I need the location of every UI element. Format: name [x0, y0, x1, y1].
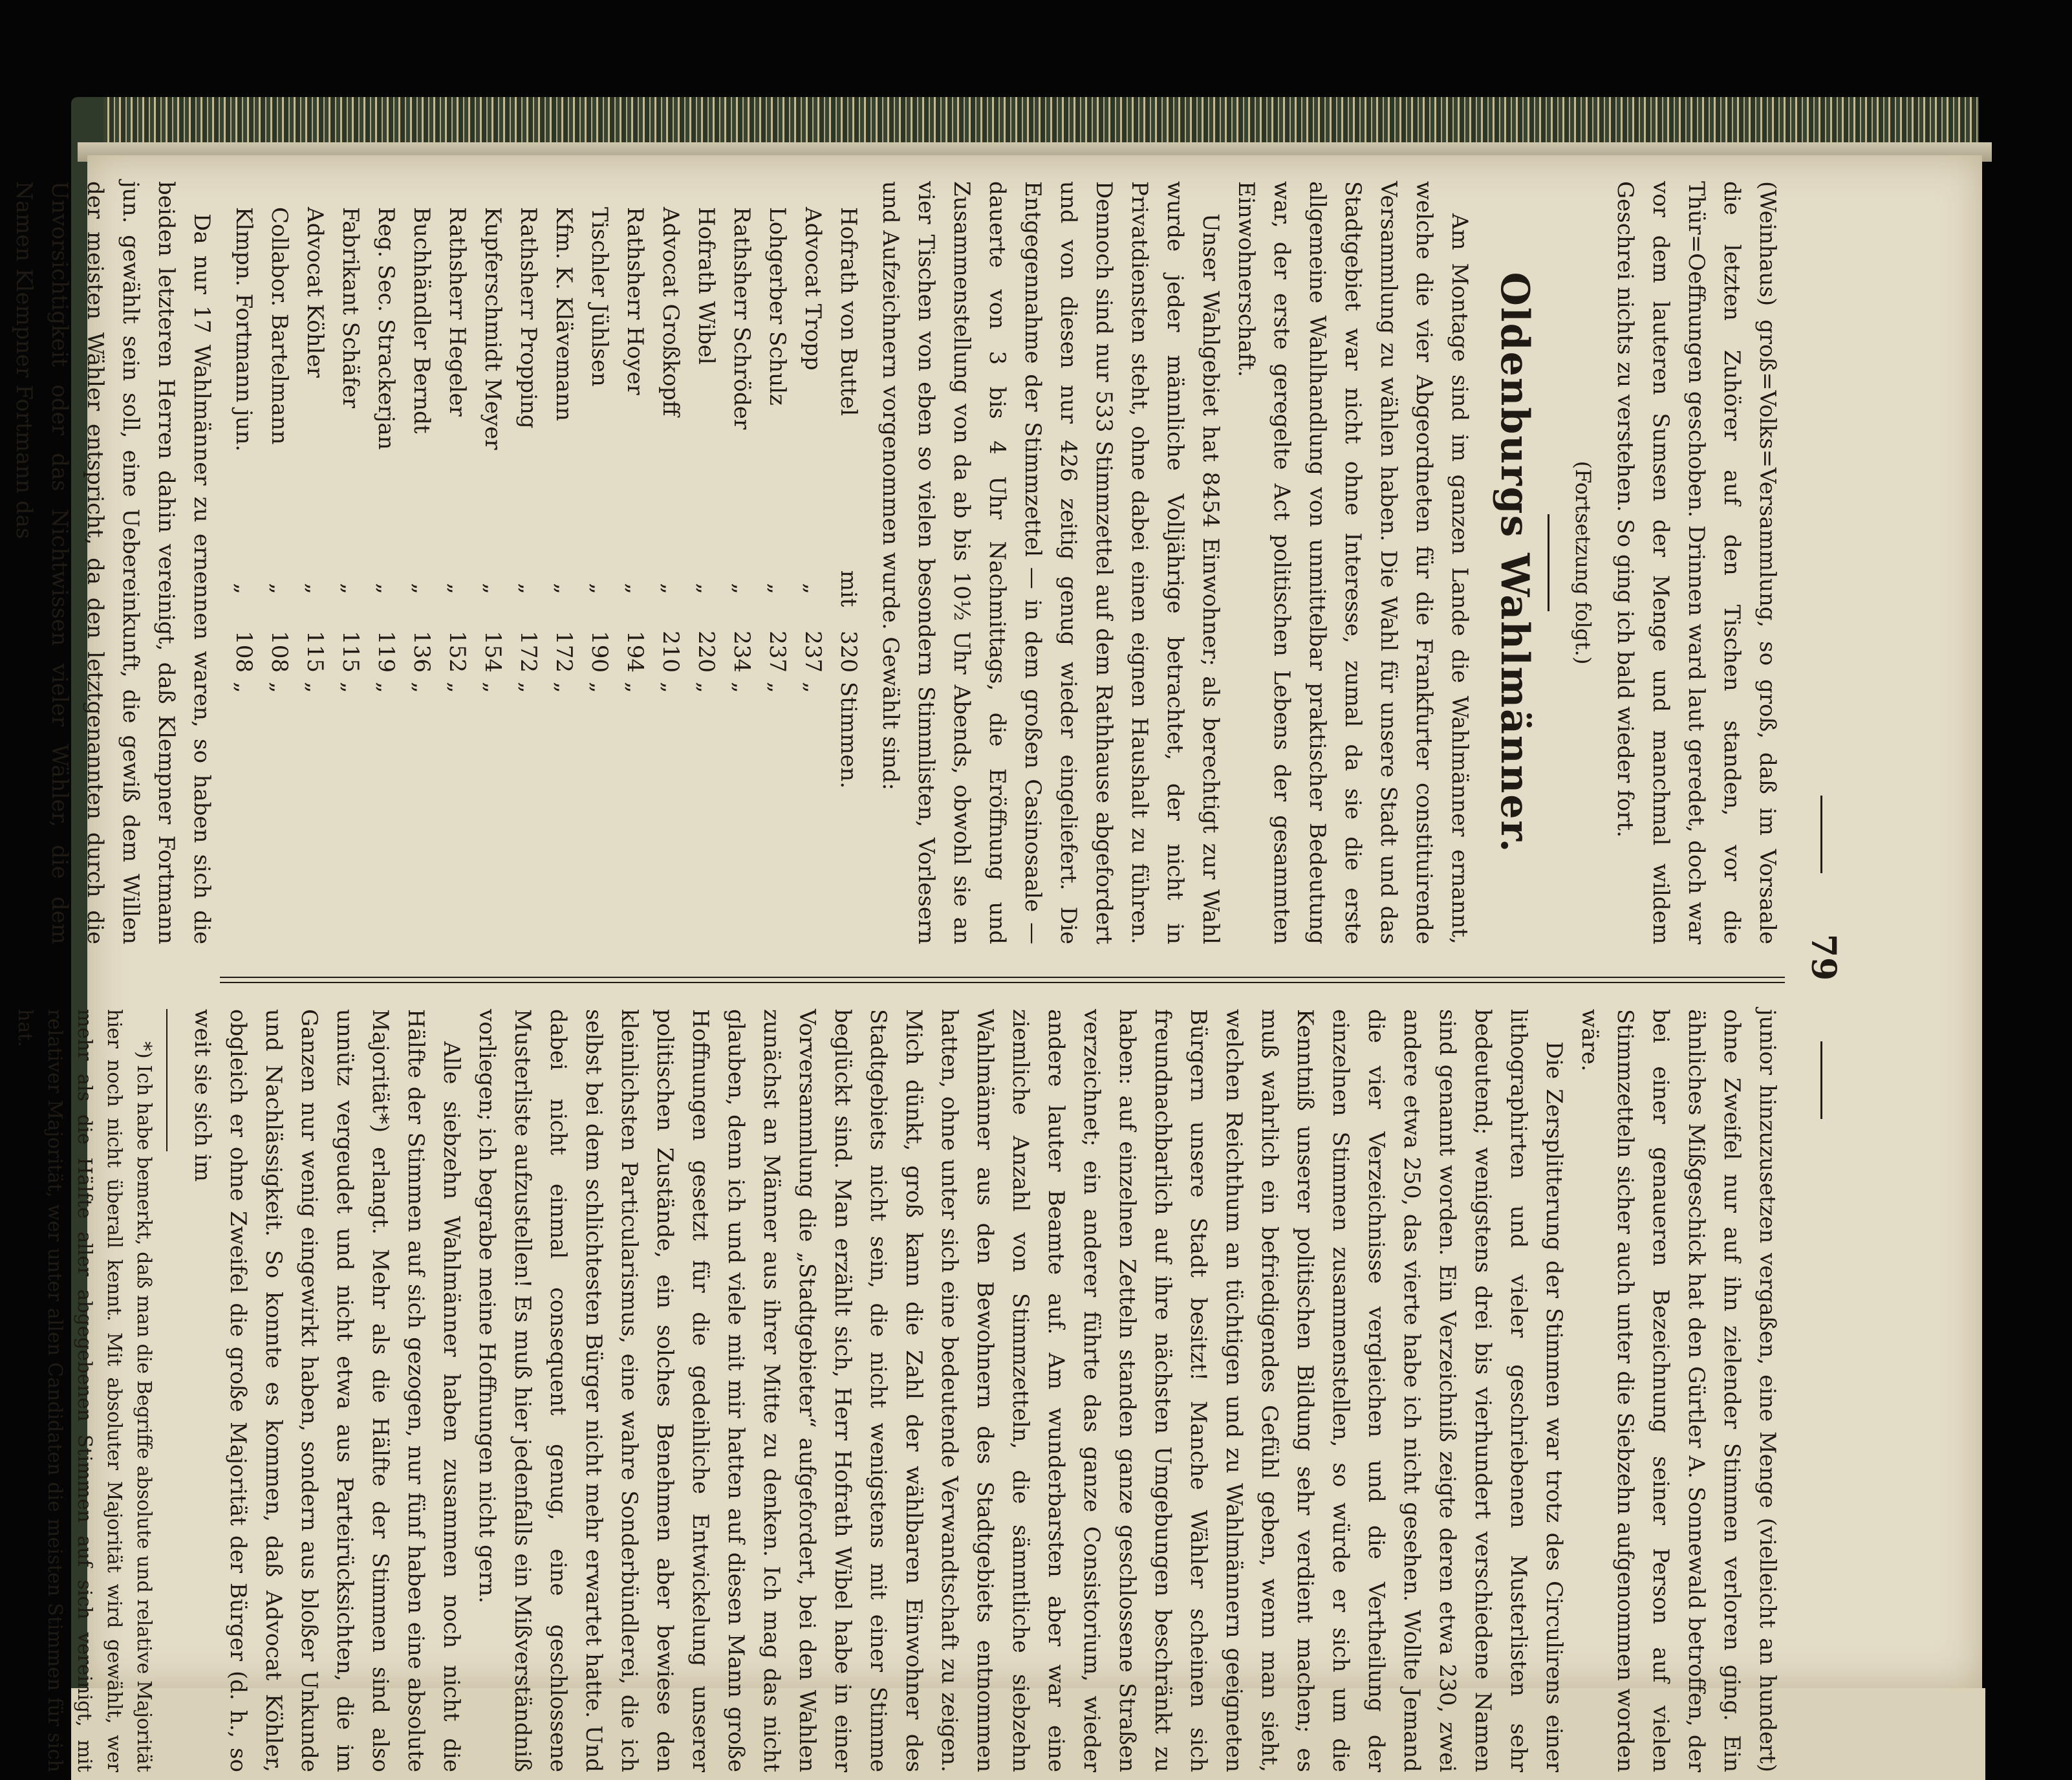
vote-mid: „ — [444, 583, 470, 594]
vote-name: Hofrath von Buttel — [836, 207, 861, 417]
vote-mid: „ — [409, 583, 435, 594]
vote-row — [546, 207, 581, 944]
vote-count: 115 — [302, 631, 328, 673]
left-column — [6, 181, 1785, 944]
vote-unit: „ — [480, 682, 506, 693]
vote-unit: „ — [302, 682, 328, 693]
vote-name: Kfm. K. Klävemann — [551, 207, 577, 422]
vote-row — [404, 207, 439, 944]
vote-count: 154 — [480, 631, 506, 673]
column-rule — [220, 977, 1785, 983]
vote-count: 210 — [658, 631, 684, 673]
vote-row — [617, 207, 653, 944]
vote-count: 119 — [373, 631, 399, 673]
section-divider — [1548, 514, 1549, 611]
vote-name: Hofrath Wibel — [693, 207, 719, 365]
article-heading: Oldenburgs Wahlmänner. — [1492, 272, 1537, 854]
paragraph: Die Zersplitterung der Stimmen war trotz des Circulirens einer lithographirten und vieler geschriebenen Musterlisten sehr bedeutend; wenigstens drei bis vierhundert verschiedene Namen sind genannt worden. Ein Verzeichniß zeigte deren etwa 230, zwei andere etwa 250, das vierte habe ich nicht gesehen. Wollte Jemand die vier Verzeichnisse vergleichen und die Vertheilung der einzelnen Stimmen zusammenstellen, so würde er sich um die Kenntniß unserer politischen Bildung sehr verdient machen; es muß wahrlich ein befriedigendes Gefühl geben, wenn man sieht, welchen Reichthum an tüchtigen und zu Wahlmännern geeigneten Bürgern unsere Stadt besitzt! Manche Wähler scheinen sich freundnachbarlich auf ihre nächsten Umgebungen beschränkt zu haben: auf einzelnen Zetteln standen ganze geschlossene Straßen verzeichnet; ein anderer führte das ganze Consistorium, wieder andere lauter Beamte auf. Am wunderbarsten aber war eine ziemliche Anzahl von Stimmzetteln, die sämmtliche siebzehn Wahlmänner aus den Bewohnern des Stadtgebiets entnommen hatten, ohne unter sich eine bedeutende Verwandtschaft zu zeigen. Mich dünkt, groß kann die Zahl der wählbaren Einwohner des Stadtgebiets nicht sein, die nicht wenigstens mit einer Stimme beglückt sind. Man erzählt sich, Herr Hofrath Wibel habe in einer Vorversammlung die „Stadtgebieter“ aufgefordert, bei den Wahlen zunächst an Männer aus ihrer Mitte zu denken. Ich mag das nicht glauben, denn ich und viele mit mir hatten auf diesen Mann große Hoffnungen gesetzt für die gedeihliche Entwickelung unserer politischen Zustände, ein solches Benehmen aber bewiese den kleinlichsten Particularismus, eine wahre Sonderbündlerei, die ich selbst bei dem schlichtesten Bürger nicht mehr erwartet hatte. Und dabei nicht einmal consequent genug, eine geschlossene Musterliste aufzustellen! Es muß hier jedenfalls ein Mißverständniß vorliegen; ich begrabe meine Hoffnungen nicht gern. — [474, 1009, 1567, 1772]
vote-row — [510, 207, 546, 944]
vote-mid: „ — [266, 583, 292, 594]
vote-unit: „ — [551, 682, 577, 693]
vote-row — [653, 207, 688, 944]
vote-mid: „ — [622, 583, 648, 594]
paragraph: (Weinhaus) groß=Volks=Versammlung, so groß, daß im Vorsaale die letzten Zuhörer auf den Tischen standen, vor die Thür=Oeffnungen geschoben. Drinnen ward laut geredet, doch war vor dem lauteren Sumsen der Menge und manchmal wildem Geschrei nichts zu verstehen. So ging ich bald wieder fort. — [1612, 181, 1780, 944]
vote-unit: „ — [266, 682, 292, 693]
paragraph: Da nur 17 Wahlmänner zu ernennen waren, so haben sich die beiden letzteren Herren dahin vereinigt, daß Klempner Fortmann jun. gewählt sein soll, eine Uebereinkunft, die gewiß dem Willen der meisten Wähler entspricht, da den letztgenannten durch die Unvorsichtigkeit oder das Nichtwissen vieler Wähler, die dem Namen Klempner Fortmann das — [11, 181, 215, 944]
vote-row — [297, 207, 332, 944]
vote-row — [830, 207, 866, 944]
vote-row — [688, 207, 724, 944]
vote-count: 172 — [551, 631, 577, 673]
vote-name: Kupferschmidt Meyer — [480, 207, 506, 450]
vote-mid: „ — [587, 583, 612, 594]
vote-unit: „ — [729, 682, 755, 693]
vote-unit: „ — [444, 682, 470, 693]
vote-name: Tischler Jühlsen — [587, 207, 612, 387]
vote-name: Fabrikant Schäfer — [338, 207, 363, 409]
continuation-note: (Fortsetzung folgt.) — [1571, 461, 1595, 665]
vote-mid: „ — [693, 583, 719, 594]
vote-unit: Stimmen. — [836, 682, 861, 789]
vote-row — [261, 207, 297, 944]
vote-row — [226, 207, 261, 944]
vote-unit: „ — [587, 682, 612, 693]
vote-mid: „ — [515, 583, 541, 594]
vote-name: Advocat Großkopff — [658, 207, 684, 417]
vote-unit: „ — [338, 682, 363, 693]
vote-unit: „ — [658, 682, 684, 693]
vote-unit: „ — [231, 682, 257, 693]
vote-row — [439, 207, 475, 944]
vote-row — [759, 207, 795, 944]
vote-name: Rathsherr Hegeler — [444, 207, 470, 417]
vote-mid: „ — [480, 583, 506, 594]
vote-name: Lohgerber Schulz — [764, 207, 790, 406]
right-column — [10, 1009, 1785, 1772]
vote-mid: „ — [231, 583, 257, 594]
vote-unit: „ — [800, 682, 826, 693]
paragraph: Unser Wahlgebiet hat 8454 Einwohner; als berechtigt zur Wahl wurde jeder männliche Volljährige betrachtet, der nicht in Privatdiensten steht, ohne dabei einen eignen Haushalt zu führen. Dennoch sind nur 533 Stimmzettel auf dem Rathhause abgefordert und von diesen nur 426 zeitig genug wieder eingeliefert. Die Entgegennahme der Stimmzettel — in dem großen Casinosaale — dauerte von 3 bis 4 Uhr Nachmittags, die Eröffnung und Zusammenstellung von da ab bis 10½ Uhr Abends, obwohl sie an vier Tischen von eben so vielen besondern Stimmlisten, Vorlesern und Aufzeichnern vorgenommen wurde. Gewählt sind: — [878, 181, 1224, 944]
vote-unit: „ — [693, 682, 719, 693]
vote-name: Klmpn. Fortmann jun. — [231, 207, 257, 452]
vote-count: 194 — [622, 631, 648, 673]
vote-mid: „ — [729, 583, 755, 594]
footnote: *) Ich habe bemerkt, daß man die Begriffe absolute und relative Majorität hier noch nicht überall kennt. Mit absoluter Majorität wird gewählt, wer mehr als die Hälfte aller abgegebenen Stimmen auf sich vereinigt, mit relativer Majorität, wer unter allen Candidaten die meisten Stimmen für sich hat. — [14, 1009, 155, 1772]
vote-unit: „ — [515, 682, 541, 693]
vote-count: 136 — [409, 631, 435, 673]
vote-unit: „ — [409, 682, 435, 693]
vote-unit: „ — [622, 682, 648, 693]
vote-name: Collabor. Bartelmann — [266, 207, 292, 445]
vote-mid: mit — [836, 570, 861, 607]
vote-name: Rathsherr Schröder — [729, 207, 755, 430]
vote-name: Advocat Tropp — [800, 207, 826, 371]
vote-row — [581, 207, 617, 944]
vote-mid: „ — [800, 583, 826, 594]
vote-row — [795, 207, 830, 944]
vote-count: 237 — [800, 631, 826, 673]
vote-count: 108 — [266, 631, 292, 673]
vote-mid: „ — [302, 583, 328, 594]
vote-mid: „ — [373, 583, 399, 594]
vote-count: 234 — [729, 631, 755, 673]
vote-mid: „ — [338, 583, 363, 594]
vote-row — [724, 207, 759, 944]
paragraph: Alle siebzehn Wahlmänner haben zusammen noch nicht die Hälfte der Stimmen auf sich gezogen, nur fünf haben eine absolute Majorität*) erlangt. Mehr als die Hälfte der Stimmen sind also unnütz vergeudet und nicht etwa aus Parteirücksichten, die im Ganzen nur wenig eingewirkt haben, sondern aus bloßer Unkunde und Nachlässigkeit. So konnte es kommen, daß Advocat Köhler, obgleich er ohne Zweifel die große Majorität der Bürger (d. h., so weit sie sich im — [189, 1009, 464, 1772]
vote-mid: „ — [551, 583, 577, 594]
page-number: 79 — [1804, 893, 1843, 1022]
vote-count: 190 — [587, 631, 612, 673]
vote-count: 237 — [764, 631, 790, 673]
vote-count: 108 — [231, 631, 257, 673]
paragraph: Am Montage sind im ganzen Lande die Wahlmänner ernannt, welche die vier Abgeordneten für die Frankfurter constituirende Versammlung zu wählen haben. Die Wahl für unsere Stadt und das Stadtgebiet war nicht ohne Interesse, zumal da sie die erste allgemeine Wahlhandlung von unmittelbar praktischer Bedeutung war, der erste geregelte Act politischen Lebens der gesammten Einwohnerschaft. — [1233, 181, 1473, 944]
vote-count: 172 — [515, 631, 541, 673]
paragraph: junior hinzuzusetzen vergaßen, eine Menge (vielleicht an hundert) ohne Zweifel nur auf ihn zielender Stimmen verloren ging. Ein ähnliches Mißgeschick hat den Gürtler A. Sonnewald betroffen, der bei einer genaueren Bezeichnung seiner Person auf vielen Stimmzetteln sicher auch unter die Siebzehn aufgenommen worden wäre. — [1577, 1009, 1780, 1772]
vote-unit: „ — [764, 682, 790, 693]
vote-name: Rathsherr Hoyer — [622, 207, 648, 395]
vote-name: Rathsherr Propping — [515, 207, 541, 429]
vote-count: 152 — [444, 631, 470, 673]
vote-name: Advocat Köhler — [302, 207, 328, 378]
footnote-rule — [166, 1009, 167, 1151]
vote-list — [226, 207, 866, 944]
vote-unit: „ — [373, 682, 399, 693]
vote-count: 320 — [836, 631, 861, 673]
vote-mid: „ — [658, 583, 684, 594]
vote-name: Buchhändler Berndt — [409, 207, 435, 434]
vote-row — [475, 207, 510, 944]
page-text-block — [11, 181, 1843, 1772]
vote-name: Reg. Sec. Strackerjan — [373, 207, 399, 450]
vote-row — [368, 207, 404, 944]
vote-count: 220 — [693, 631, 719, 673]
vote-count: 115 — [338, 631, 363, 673]
vote-row — [332, 207, 368, 944]
vote-mid: „ — [764, 583, 790, 594]
